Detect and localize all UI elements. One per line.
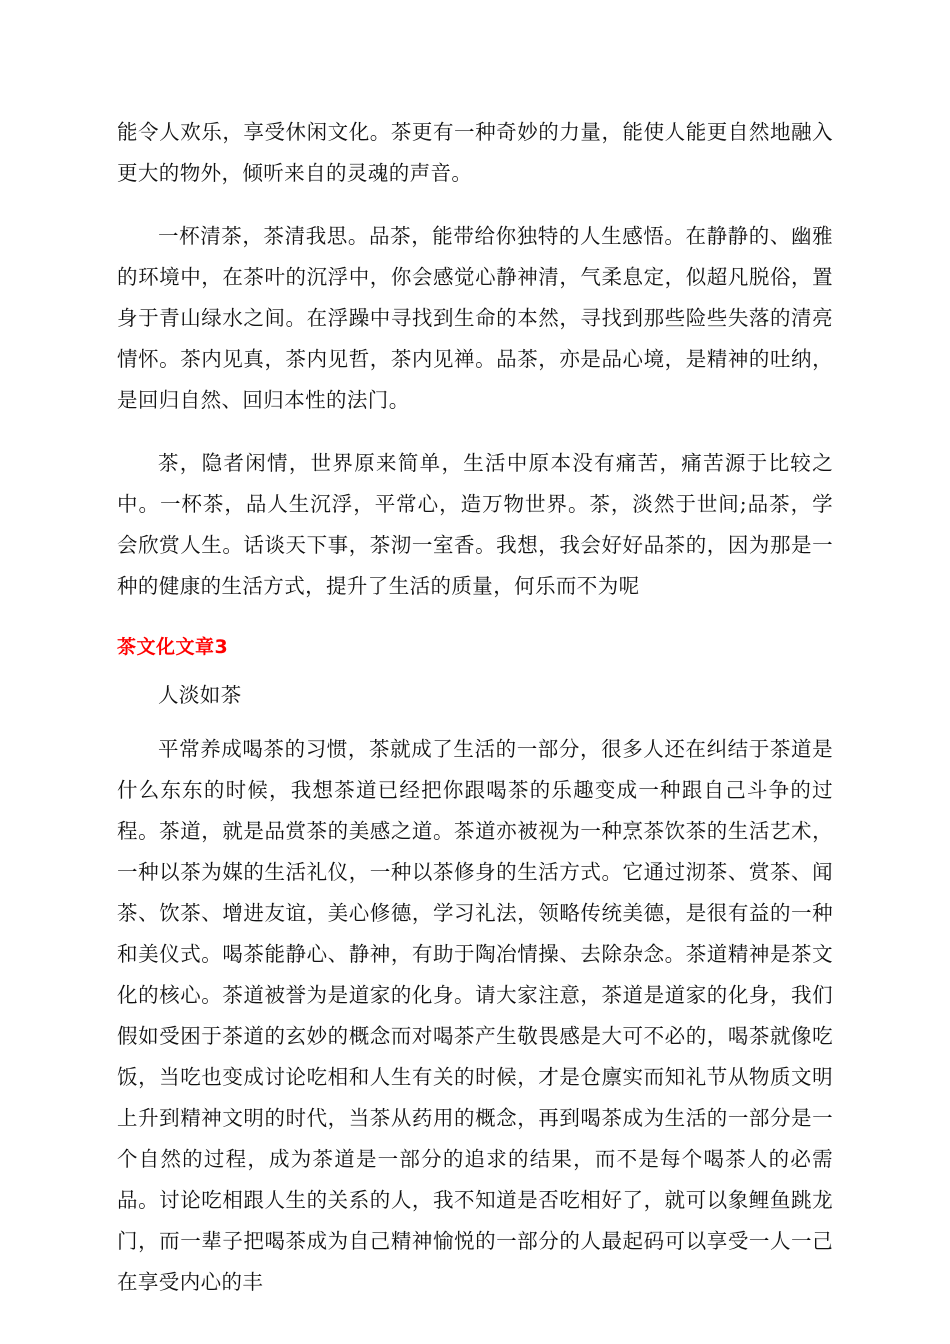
section-heading: 茶文化文章3 xyxy=(117,636,229,658)
paragraph-continuation: 能令人欢乐，享受休闲文化。茶更有一种奇妙的力量，能使人能更自然地融入更大的物外，倾听来自的灵魂的声音。 xyxy=(117,120,833,185)
section-subtitle: 人淡如茶 xyxy=(158,683,242,707)
paragraph-tea-ceremony: 平常养成喝茶的习惯，茶就成了生活的一部分，很多人还在纠结于茶道是什么东东的时候，我想茶道已经把你跟喝茶的乐趣变成一种跟自己斗争的过程。茶道，就是品赏茶的美感之道。茶道亦被视为一种烹茶饮茶的生活艺术，一种以茶为媒的生活礼仪，一种以茶修身的生活方式。它通过沏茶、赏茶、闻茶、饮茶、增进友谊，美心修德，学习礼法，领略传统美德，是很有益的一种和美仪式。喝茶能静心、静神，有助于陶冶情操、去除杂念。茶道精神是茶文化的核心。茶道被誉为是道家的化身。请大家注意，茶道是道家的化身，我们假如受困于茶道的玄妙的概念而对喝茶产生敬畏感是大可不必的，喝茶就像吃饭，当吃也变成讨论吃相和人生有关的时候，才是仓廪实而知礼节从物质文明上升到精神文明的时代，当茶从药用的概念，再到喝茶成为生活的一部分是一个自然的过程，成为茶道是一部分的追求的结果，而不是每个喝茶人的必需品。讨论吃相跟人生的关系的人，我不知道是否吃相好了，就可以象鲤鱼跳龙门，而一辈子把喝茶成为自己精神愉悦的一部分的人最起码可以享受一人一己在享受内心的丰 xyxy=(117,737,833,1294)
paragraph-tea-thoughts: 一杯清茶，茶清我思。品茶，能带给你独特的人生感悟。在静静的、幽雅的环境中，在茶叶的沉浮中，你会感觉心静神清，气柔息定，似超凡脱俗，置身于青山绿水之间。在浮躁中寻找到生命的本然，寻找到那些险些失落的清亮情怀。茶内见真，茶内见哲，茶内见禅。品茶，亦是品心境，是精神的吐纳，是回归自然、回归本性的法门。 xyxy=(117,224,833,412)
paragraph-tea-recluse: 茶，隐者闲情，世界原来简单，生活中原本没有痛苦，痛苦源于比较之中。一杯茶，品人生沉浮，平常心，造万物世界。茶，淡然于世间;品茶，学会欣赏人生。话谈天下事，茶沏一室香。我想，我会好好品茶的，因为那是一种的健康的生活方式，提升了生活的质量，何乐而不为呢 xyxy=(117,451,833,598)
document-body xyxy=(117,112,833,1325)
